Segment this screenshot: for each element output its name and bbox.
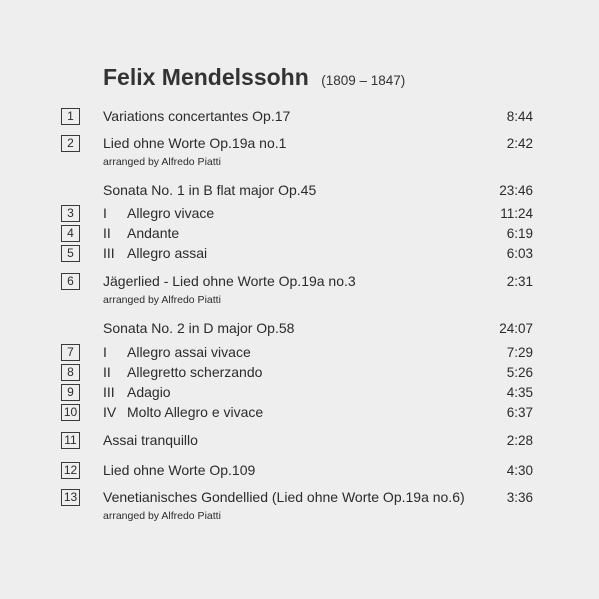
track-title-text: Jägerlied - Lied ohne Worte Op.19a no.3 [103,273,356,289]
track-row [0,404,599,422]
track-row [0,344,599,362]
track-number: 6 [61,273,80,290]
track-duration: 2:28 [506,433,533,448]
movement-numeral: III [103,384,115,400]
page-header [103,64,405,91]
track-title [103,205,214,222]
track-title [103,432,198,449]
track-title [103,225,179,242]
track-title [103,135,286,152]
work-title [103,182,316,199]
track-title [103,462,255,479]
movement-numeral: IV [103,404,117,420]
track-duration: 4:30 [506,463,533,478]
track-title [103,384,171,401]
work-heading [0,182,599,200]
track-row [0,108,599,126]
track-row [0,205,599,223]
track-number: 12 [61,462,80,479]
track-row [0,245,599,263]
track-title-text: Allegro assai [127,245,208,261]
track-row [0,273,599,291]
track-row [0,364,599,382]
track-duration: 6:37 [506,405,533,420]
work-duration: 23:46 [499,183,533,198]
track-title [103,489,465,506]
track-duration: 8:44 [506,109,533,124]
track-number: 10 [61,404,80,421]
track-duration: 11:24 [500,206,533,221]
track-title-text: Molto Allegro e vivace [127,404,264,420]
composer-dates: (1809 – 1847) [321,73,406,88]
track-number: 8 [61,364,80,381]
movement-numeral: II [103,225,111,241]
track-number: 4 [61,225,80,242]
track-title-text: Lied ohne Worte Op.19a no.1 [103,135,287,151]
arrangement-note: arranged by Alfredo Piatti [103,294,221,306]
work-title [103,320,294,337]
track-row [0,462,599,480]
track-duration: 7:29 [506,345,533,360]
track-duration: 6:19 [506,226,533,241]
track-duration: 2:42 [506,136,533,151]
track-number: 2 [61,135,80,152]
composer-name: Felix Mendelssohn [103,64,309,90]
track-title-text: Adagio [127,384,171,400]
track-title [103,344,251,361]
track-row [0,432,599,450]
track-number: 13 [61,489,80,506]
movement-numeral: II [103,364,111,380]
track-title [103,404,263,421]
track-row [0,384,599,402]
track-title [103,108,290,125]
track-row [0,135,599,153]
track-title-text: Allegretto scherzando [127,364,263,380]
movement-numeral: I [103,344,107,360]
work-duration: 24:07 [499,321,533,336]
work-heading [0,320,599,338]
track-number: 9 [61,384,80,401]
track-title-text: Variations concertantes Op.17 [103,108,291,124]
track-title-text: Allegro vivace [127,205,215,221]
work-title-text: Sonata No. 2 in D major Op.58 [103,320,295,336]
track-title-text: Lied ohne Worte Op.109 [103,462,256,478]
arrangement-note: arranged by Alfredo Piatti [103,510,221,522]
movement-numeral: I [103,205,107,221]
track-duration: 4:35 [506,385,533,400]
track-duration: 2:31 [506,274,533,289]
track-number: 5 [61,245,80,262]
track-number: 3 [61,205,80,222]
track-duration: 6:03 [506,246,533,261]
track-title-text: Andante [127,225,180,241]
track-title-text: Venetianisches Gondellied (Lied ohne Worte Op.19a no.6) [103,489,465,505]
track-row [0,489,599,507]
track-number: 11 [61,432,80,449]
track-number: 1 [61,108,80,125]
track-duration: 3:36 [506,490,533,505]
track-row [0,225,599,243]
track-title [103,245,207,262]
movement-numeral: III [103,245,115,261]
track-title-text: Allegro assai vivace [127,344,251,360]
track-title [103,273,356,290]
work-title-text: Sonata No. 1 in B flat major Op.45 [103,182,317,198]
track-title [103,364,262,381]
track-number: 7 [61,344,80,361]
arrangement-note: arranged by Alfredo Piatti [103,156,221,168]
track-title-text: Assai tranquillo [103,432,198,448]
track-duration: 5:26 [506,365,533,380]
